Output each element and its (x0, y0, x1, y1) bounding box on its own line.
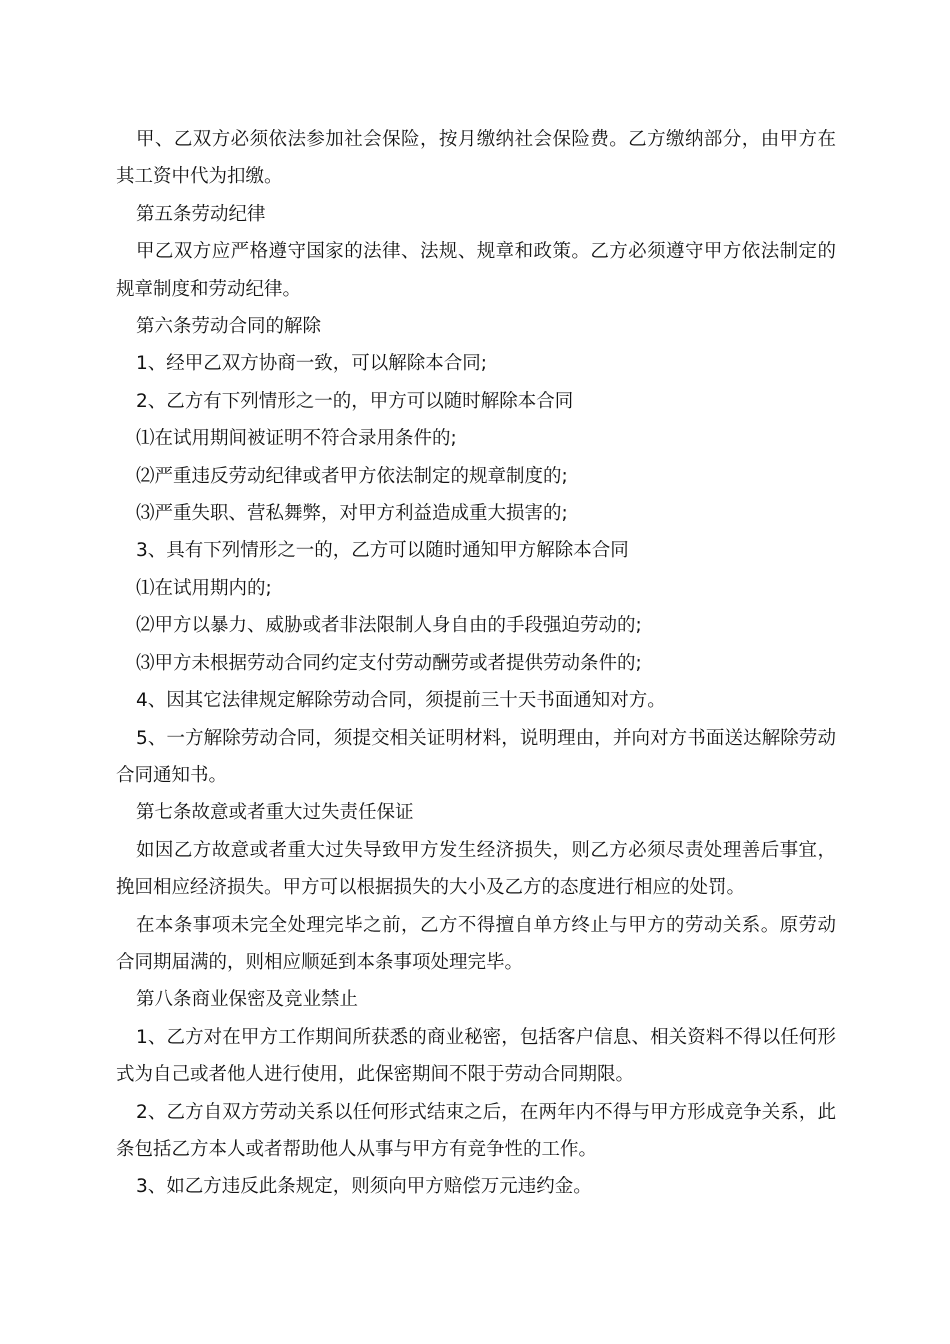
clause-8-1: 1、乙方对在甲方工作期间所获悉的商业秘密，包括客户信息、相关资料不得以任何形式为自己或者他人进行使用，此保密期间不限于劳动合同期限。 (116, 1026, 836, 1086)
document-body (116, 121, 836, 1206)
clause-6-3: 3、具有下列情形之一的，乙方可以随时通知甲方解除本合同 (136, 540, 629, 562)
clause-6-2: 2、乙方有下列情形之一的，甲方可以随时解除本合同 (136, 390, 574, 412)
clause-8-3: 3、如乙方违反此条规定，则须向甲方赔偿万元违约金。 (136, 1176, 592, 1198)
heading-article-6: 第六条劳动合同的解除 (136, 316, 322, 338)
clause-6-2-item-3: ⑶严重失职、营私舞弊，对甲方利益造成重大损害的; (136, 503, 568, 525)
clause-6-1: 1、经甲乙双方协商一致，可以解除本合同; (136, 353, 488, 375)
clause-6-2-item-1: ⑴在试用期间被证明不符合录用条件的; (136, 428, 457, 450)
clause-8-2: 2、乙方自双方劳动关系以任何形式结束之后，在两年内不得与甲方形成竞争关系，此条包括乙方本人或者帮助他人从事与甲方有竞争性的工作。 (116, 1101, 836, 1160)
paragraph-labor-discipline: 甲乙双方应严格遵守国家的法律、法规、规章和政策。乙方必须遵守甲方依法制定的规章制度和劳动纪律。 (116, 241, 836, 300)
clause-6-4: 4、因其它法律规定解除劳动合同，须提前三十天书面通知对方。 (136, 690, 666, 712)
heading-article-5: 第五条劳动纪律 (136, 203, 266, 225)
paragraph-article-7-termination: 在本条事项未完全处理完毕之前，乙方不得擅自单方终止与甲方的劳动关系。原劳动合同期届满的，则相应顺延到本条事项处理完毕。 (116, 914, 836, 973)
clause-6-2-item-2: ⑵严重违反劳动纪律或者甲方依法制定的规章制度的; (136, 465, 568, 487)
clause-6-3-item-1: ⑴在试用期内的; (136, 577, 272, 599)
heading-article-8: 第八条商业保密及竞业禁止 (136, 989, 359, 1011)
clause-6-3-item-3: ⑶甲方未根据劳动合同约定支付劳动酬劳或者提供劳动条件的; (136, 652, 642, 674)
clause-6-3-item-2: ⑵甲方以暴力、威胁或者非法限制人身自由的手段强迫劳动的; (136, 615, 642, 637)
paragraph-social-insurance: 甲、乙双方必须依法参加社会保险，按月缴纳社会保险费。乙方缴纳部分，由甲方在其工资中代为扣缴。 (116, 129, 836, 188)
paragraph-article-7-loss: 如因乙方故意或者重大过失导致甲方发生经济损失，则乙方必须尽责处理善后事宜，挽回相应经济损失。甲方可以根据损失的大小及乙方的态度进行相应的处罚。 (116, 839, 836, 899)
heading-article-7: 第七条故意或者重大过失责任保证 (136, 802, 414, 824)
clause-6-5: 5、一方解除劳动合同，须提交相关证明材料，说明理由，并向对方书面送达解除劳动合同通知书。 (116, 727, 836, 786)
